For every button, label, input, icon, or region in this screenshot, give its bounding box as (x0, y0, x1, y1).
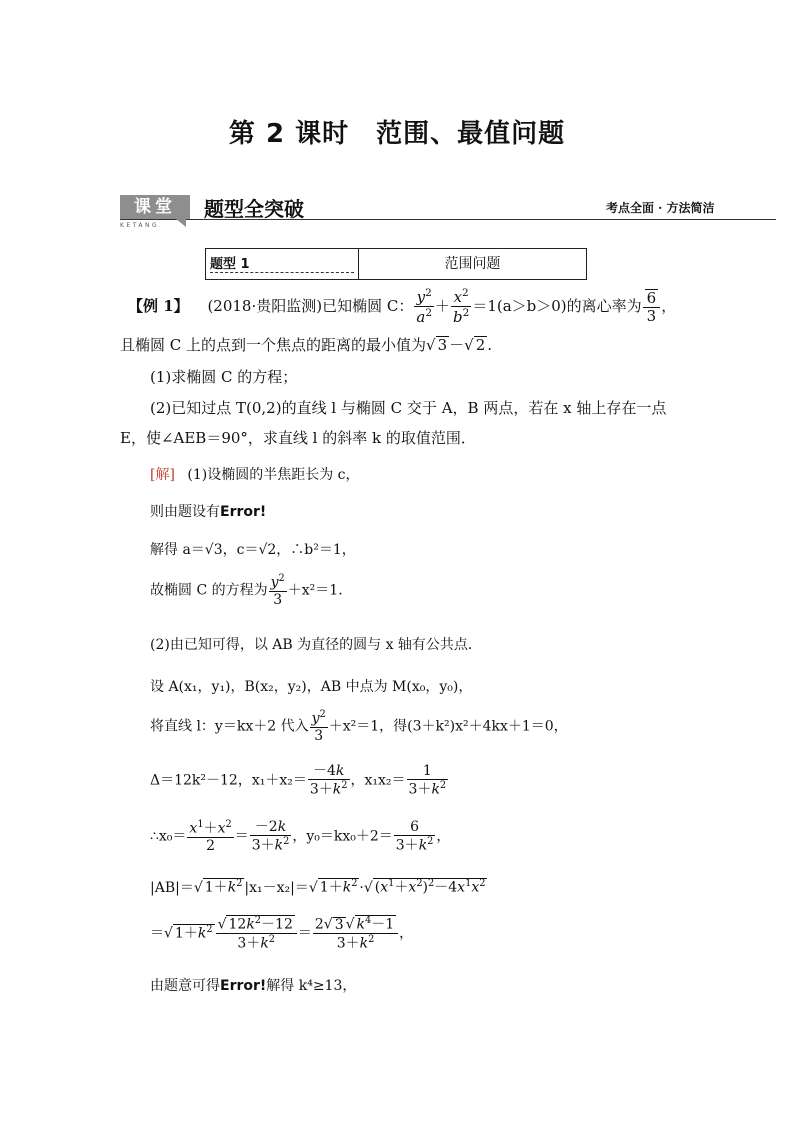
example-lead: (2018·贵阳监测)已知椭圆 C： (207, 296, 414, 315)
solution-line-11: ＝√ $1+k^2$ $\frac{√ 12k^2-12}{3+k^2}$ ＝ $\frac{2√ 3 √ k^4-1}{3+k^2}$ ， (150, 915, 414, 952)
solution-tag: [解] (150, 467, 175, 483)
fraction-sqrt6-3: $\frac{6}{3}$ (643, 289, 661, 326)
fraction-ab-2: $\frac{2√ 3 √ k^4-1}{3+k^2}$ (313, 915, 398, 952)
solution-line-1 (150, 464, 360, 484)
fraction-y2-a2: $\frac{y^2}{a^2}$ (416, 287, 432, 327)
fraction-product: $\frac{1}{3+k^2}$ (408, 763, 447, 798)
fraction-midpoint: $\frac{x^1+x^2}{2}$ (189, 819, 232, 854)
fraction-y2-3: $\frac{y^2}{3}$ (270, 573, 285, 608)
solution-l2-text: 则由题设有 (150, 504, 220, 520)
solution-l7-text: 将直线 l：y＝kx＋2 代入 (150, 718, 309, 735)
solution-line-2 (150, 501, 266, 521)
example-line-1: 【例 1】 (2018·贵阳监测)已知椭圆 C： $\frac{y^2}{a^2}$ ＋ $\frac{x^2}{b^2}$ ＝1(a＞b＞0)的离心率为 $\frac{6}{3}$ ， (128, 287, 677, 327)
solution-l8-text: Δ＝12k²－12，x₁＋x₂＝ (150, 772, 307, 789)
example-line-2 (120, 334, 492, 355)
example-eq-mid: ＝1(a＞b＞0)的离心率为 (472, 296, 642, 315)
solution-l8-mid: ，x₁x₂＝ (350, 772, 406, 789)
solution-line-6: 设 A(x₁，y₁)，B(x₂，y₂)，AB 中点为 M(x₀，y₀)， (150, 679, 473, 695)
fraction-ab-1: $\frac{√ 12k^2-12}{3+k^2}$ (216, 915, 297, 952)
section-title: 题型全突破 (204, 197, 304, 221)
section-badge-en: KETANG (120, 222, 160, 229)
solution-line-8 (150, 763, 449, 798)
fraction-x2-b2: $\frac{x^2}{b^2}$ (453, 287, 470, 327)
question-2b: E，使∠AEB＝90°，求直线 l 的斜率 k 的取值范围． (120, 429, 476, 447)
solution-l4-tail: ＋x²＝1. (287, 582, 343, 599)
fraction-y0: $\frac{6}{3+k^2}$ (395, 819, 434, 854)
fraction-sum: $\frac{-4k}{3+k^2}$ (309, 763, 348, 798)
sqrt-expression: √ 3 －√ 2 . (426, 336, 493, 354)
question-type-name: 范围问题 (444, 256, 501, 272)
fraction-y2-3b: $\frac{y^2}{3}$ (311, 709, 326, 744)
solution-line-9: ∴x₀＝ $\frac{x^1+x^2}{2}$ ＝ $\frac{-2k}{3+k^2}$ ，y₀＝kx₀＋2＝ $\frac{6}{3+k^2}$ ， (150, 819, 451, 854)
solution-l11-text: ＝ (150, 925, 164, 942)
question-type-box (205, 248, 587, 280)
section-note: 考点全面 · 方法简洁 (606, 201, 715, 215)
error-marker-2: Error! (220, 978, 267, 994)
example-tag: 【例 1】 (128, 296, 189, 315)
solution-l7-tail: ＋x²＝1，得(3＋k²)x²＋4kx＋1＝0， (328, 718, 568, 735)
solution-l12-tail: 解得 k⁴≥13， (266, 978, 357, 994)
solution-line-5: (2)由已知可得，以 AB 为直径的圆与 x 轴有公共点． (150, 637, 482, 653)
fraction-x0: $\frac{-2k}{3+k^2}$ (251, 819, 290, 854)
solution-l4-text: 故椭圆 C 的方程为 (150, 582, 268, 599)
solution-line-7 (150, 709, 568, 744)
solution-l12-text: 由题意可得 (150, 978, 220, 994)
solution-l10-text: |AB|＝ (150, 880, 194, 896)
question-1: (1)求椭圆 C 的方程； (150, 368, 298, 386)
question-2a: (2)已知过点 T(0,2)的直线 l 与椭圆 C 交于 A，B 两点，若在 x 轴上存在一点 (150, 399, 667, 417)
solution-line-12 (150, 975, 356, 995)
page-title: 第 2 课时 范围、最值问题 (228, 119, 566, 149)
error-marker: Error! (220, 504, 267, 520)
section-badge: 课堂 (120, 195, 190, 219)
solution-l9-mid: ，y₀＝kx₀＋2＝ (292, 828, 393, 845)
solution-l9-text: ∴x₀＝ (150, 828, 187, 845)
solution-line-4 (150, 573, 343, 608)
question-type-label: 题型 1 (210, 253, 354, 273)
example-line-2-text: 且椭圆 C 上的点到一个焦点的距离的最小值为 (120, 336, 427, 354)
solution-l10-mid: |x₁－x₂|＝ (244, 880, 309, 896)
solution-line-3: 解得 a＝√3，c＝√2，∴b²＝1， (150, 542, 356, 558)
solution-l1-text: (1)设椭圆的半焦距长为 c， (187, 467, 360, 483)
solution-line-10: |AB|＝√ $1+k^2$ |x₁－x₂|＝√ $1+k^2$ ·√ $(x^1+x^2)^2-4x^1x^2$ (150, 878, 486, 896)
